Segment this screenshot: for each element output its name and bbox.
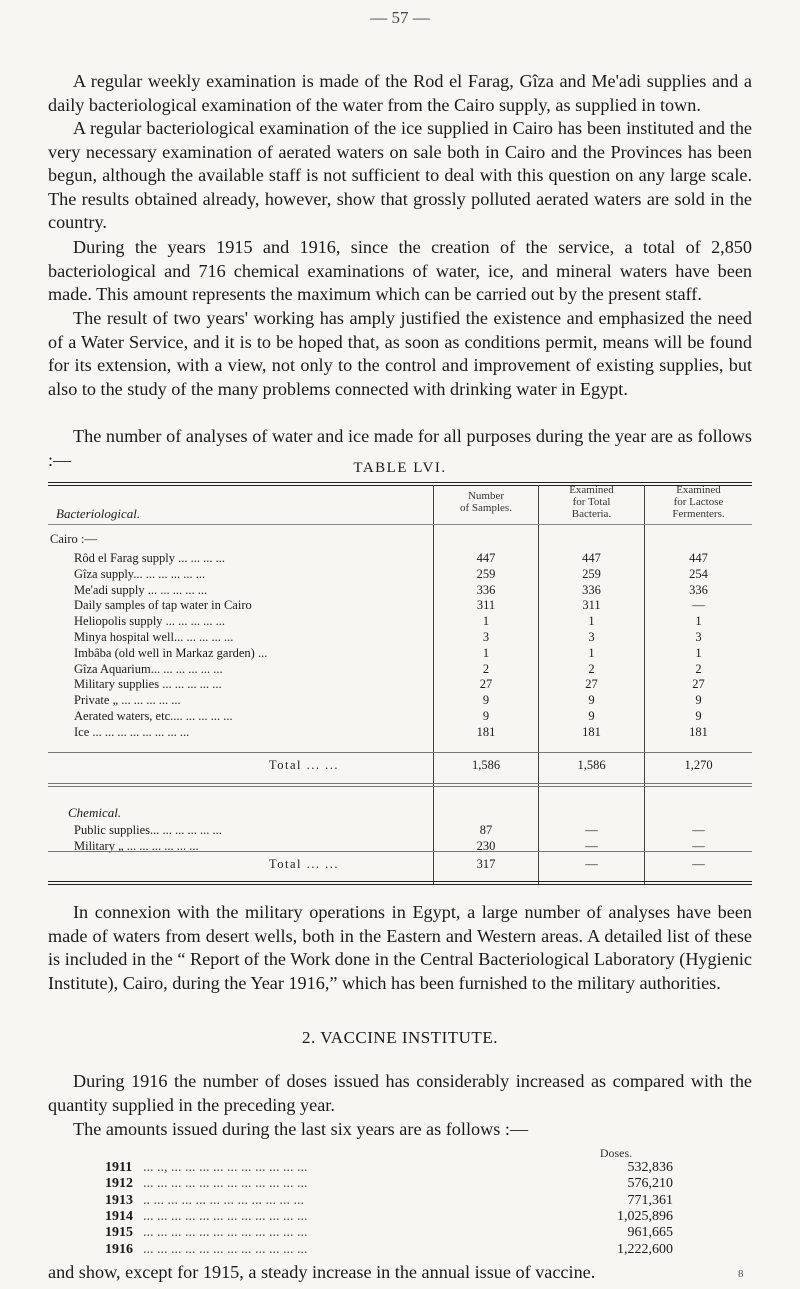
doses-header: Doses. [599,1146,633,1160]
table-rule-bottom-double [48,884,752,885]
paragraph-examinations: During the years 1915 and 1916, since the creation of the service, a total of 2,850 bacteriological and 716 chemical examinations of water, ice, and mineral waters have been made. This amount represents the maximum which can be carried out by the present staff. [48,237,752,305]
table-header-rule [48,524,752,525]
table-cell-samples: 181 [476,724,496,739]
table-cell-samples: 336 [476,582,496,597]
header-samples [434,490,538,514]
table-cell-fermenters: 3 [695,630,702,644]
table-row-label: Minya hospital well... ... ... ... ... [74,630,234,644]
table-rule-chemical [48,783,752,784]
table-cell-fermenters: 254 [689,566,708,581]
doses-leader: .. ... ... ... ... ... ... ... ... ... ... ... [143,1192,304,1208]
section-heading-vaccine: 2. VACCINE INSTITUTE. [302,1028,498,1047]
table-row-label: Ice ... ... ... ... ... ... ... ... [74,724,190,739]
doses-year: 1911 [105,1160,133,1175]
doses-leader: ... ... ... ... ... ... ... ... ... ... ... ... [143,1225,308,1241]
table-cell-samples: 230 [476,838,496,853]
corner-mark: 8 [738,1268,744,1280]
chemical-total-samples: 317 [476,857,496,871]
table-cell-bacteria: 181 [582,724,601,739]
doses-leader: ... ... ... ... ... ... ... ... ... ... ... ... [143,1208,308,1224]
bacteriological-total-fermenters: 1,270 [684,758,713,772]
doses-row [105,1225,673,1242]
table-row-label: Gîza supply... ... ... ... ... ... [74,566,206,581]
table-row-label: Heliopolis supply ... ... ... ... ... [74,614,226,629]
header-bacteria [539,484,644,520]
doses-value: 961,665 [627,1225,673,1241]
table-cell-samples: 311 [476,598,496,613]
table-cell-fermenters: — [692,838,705,853]
chemical-total-fermenters: — [692,857,705,871]
page-number: — 57 — [370,8,430,27]
doses-leader: ... ... ... ... ... ... ... ... ... ... ... ... [143,1176,308,1192]
table-rule-bottom [48,881,752,882]
cairo-label: Cairo :— [50,532,97,546]
table-section-chemical: Chemical. [68,805,122,820]
doses-row [105,1160,673,1177]
doses-leader: ... ... ... ... ... ... ... ... ... ... ... ... [143,1241,308,1257]
table-cell-samples: 9 [482,693,490,708]
table-cell-fermenters: 1 [695,614,702,629]
table-row-label: Daily samples of tap water in Cairo [74,598,252,613]
table-row-label: Gîza Aquarium... ... ... ... ... ... [74,661,223,676]
table-cell-samples: 447 [476,551,496,565]
table-cell-samples: 1 [482,614,490,629]
table-cell-fermenters: 336 [689,582,708,597]
table-cell-bacteria: 2 [588,661,595,676]
table-section-bacteriological: Bacteriological. [56,506,141,521]
table-rule-chem-subtotal [48,851,752,852]
bacteriological-total-label: Total ... ... [269,758,340,772]
table-cell-samples: 259 [476,566,496,581]
doses-year: 1913 [105,1192,133,1208]
table-cell-samples: 87 [479,823,493,837]
header-text: Examined [676,484,721,496]
header-text: for Lactose [673,496,724,508]
doses-row [105,1193,673,1210]
header-text: for Total [572,496,611,508]
table-cell-bacteria: 3 [588,630,595,644]
table-caption: TABLE LVI. [353,460,447,476]
table-cell-bacteria: 336 [582,582,601,597]
header-fermenters [645,484,752,520]
doses-row [105,1209,673,1226]
table-cell-fermenters: 9 [695,709,702,723]
chemical-total-bacteria: — [585,857,598,871]
table-cell-fermenters: 27 [692,677,705,692]
doses-year: 1915 [105,1225,133,1241]
paragraph-water-service: The result of two years' working has amply justified the existence and emphasized the need of a Water Service, and it is to be hoped that, as soon as conditions permit, means will be found for its extension, with a view, not only to the control and improvement of existing supplies, but also to the study of the many problems connected with drinking water in Egypt. [48,308,752,399]
doses-value: 1,222,600 [617,1241,673,1257]
table-row-label: Public supplies... ... ... ... ... ... [74,823,222,837]
table-cell-fermenters: 447 [689,551,708,565]
table-cell-fermenters: 9 [695,693,702,708]
table-cell-fermenters: — [692,823,705,837]
header-text: Number [467,490,505,502]
paragraph-amounts: The amounts issued during the last six years are as follows :— [73,1119,529,1139]
table-row-label: Rôd el Farag supply ... ... ... ... [74,551,226,565]
table-cell-samples: 9 [482,709,490,723]
table-row-label: Private „ ... ... ... ... ... [74,693,181,708]
table-cell-bacteria: 311 [582,598,601,613]
chemical-total-label: Total ... ... [269,857,340,871]
header-text: Bacteria. [571,508,612,520]
doses-value: 532,836 [627,1160,673,1175]
header-text: Fermenters. [672,508,725,520]
paragraph-ice-aerated: A regular bacteriological examination of the ice supplied in Cairo has been instituted and the very necessary examination of aerated waters on sale both in Cairo and the Provinces has been begun, although the available staff is not sufficient to deal with this question on any large scale. The results obtained already, however, show that grossly polluted aerated waters are sold in the country. [48,118,752,233]
table-cell-samples: 2 [482,661,490,676]
table-cell-bacteria: 9 [588,709,595,723]
paragraph-supplies: A regular weekly examination is made of the Rod el Farag, Gîza and Me'adi supplies and a daily bacteriological examination of the water from the Cairo supply, as supplied in town. [48,71,752,115]
table-cell-samples: 27 [479,677,493,692]
table-cell-bacteria: 9 [588,693,595,708]
bacteriological-total-samples: 1,586 [471,758,501,772]
table-cell-bacteria: 447 [582,551,601,565]
table-cell-bacteria: 259 [582,566,601,581]
table-rule-subtotal [48,752,752,753]
doses-value: 1,025,896 [617,1208,673,1224]
paragraph-conclusion: and show, except for 1915, a steady increase in the annual issue of vaccine. [48,1262,596,1282]
table-cell-bacteria: 1 [588,614,595,629]
doses-leader: ... .., ... ... ... ... ... ... ... ... ... ... [143,1160,308,1175]
table-rule-top [48,482,752,483]
doses-year: 1912 [105,1176,133,1192]
doses-year: 1916 [105,1241,133,1257]
table-row-label: Imbâba (old well in Markaz garden) ... [74,645,268,660]
paragraph-analyses-intro: The number of analyses of water and ice made for all purposes during the year are as follows :— [48,426,752,470]
doses-row [105,1176,673,1193]
doses-value: 771,361 [627,1192,673,1208]
header-text: of Samples. [460,502,512,514]
analyses-table [48,482,752,887]
table-cell-fermenters: 181 [689,724,708,739]
table-row-label: Military „ ... ... ... ... ... ... [74,838,199,853]
bacteriological-total-bacteria: 1,586 [577,758,606,772]
paragraph-doses: During 1916 the number of doses issued has considerably increased as compared with the quantity supplied in the preceding year. [48,1071,752,1115]
header-text: Examined [569,484,614,496]
table-row-label: Aerated waters, etc.... ... ... ... ... [74,709,233,723]
table-cell-samples: 1 [482,645,490,660]
table-cell-samples: 3 [482,630,490,644]
table-cell-bacteria: 27 [585,677,598,692]
table-cell-fermenters: — [692,598,705,613]
table-row-label: Military supplies ... ... ... ... ... [74,677,222,692]
table-cell-bacteria: — [585,838,598,853]
table-rule-chemical-double [48,786,752,787]
table-cell-fermenters: 1 [695,645,702,660]
table-row-label: Me'adi supply ... ... ... ... ... [74,582,208,597]
doses-year: 1914 [105,1208,133,1224]
paragraph-military: In connexion with the military operations in Egypt, a large number of analyses have been made of waters from desert wells, both in the Eastern and Western areas. A detailed list of these is included in the “ Report of the Work done in the Central Bacteriological Laboratory (Hygienic Institute), Cairo, during the Year 1916,” which has been furnished to the military authorities. [48,902,752,993]
table-cell-bacteria: — [585,823,598,837]
table-cell-fermenters: 2 [695,661,702,676]
doses-row [105,1242,673,1259]
doses-value: 576,210 [627,1176,673,1192]
table-cell-bacteria: 1 [588,645,595,660]
